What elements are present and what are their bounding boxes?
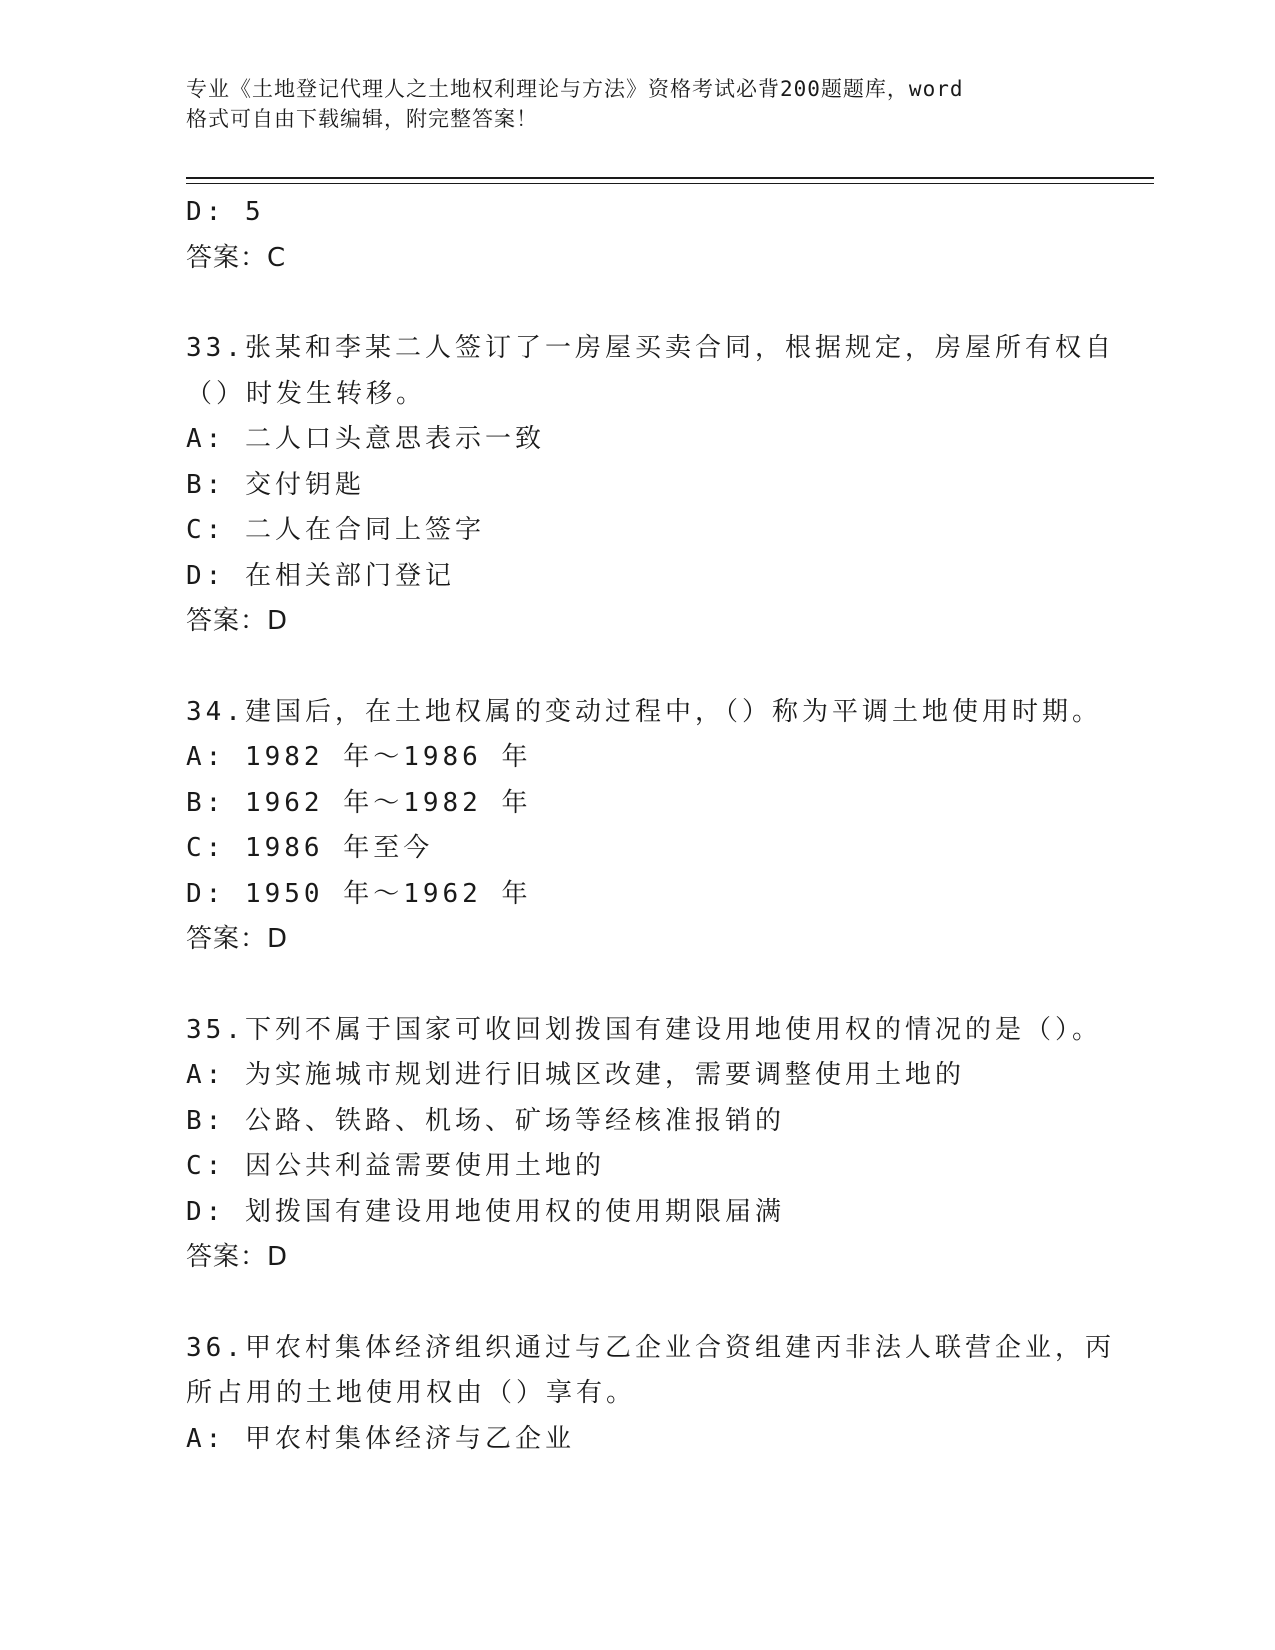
option-d: D: 5 (186, 197, 265, 227)
option-b: B: 交付钥匙 (186, 469, 365, 500)
spacer (186, 1281, 1086, 1326)
option-a: A: 二人口头意思表示一致 (186, 424, 545, 454)
answer-line: 答案：D (186, 924, 289, 954)
question-34 (186, 690, 1102, 963)
option-c: C: 1986 年至今 (186, 833, 434, 863)
question-list (186, 190, 1115, 1462)
header-title-line-1: 专业《土地登记代理人之土地权利理论与方法》资格考试必背200题题库，word (186, 77, 964, 101)
option-d: D: 在相关部门登记 (186, 560, 455, 591)
answer-line: 答案：D (186, 1242, 289, 1272)
question-stem: 33.张某和李某二人签订了一房屋买卖合同，根据规定，房屋所有权自 (186, 333, 1115, 363)
option-d: D: 1950 年～1962 年 (186, 878, 532, 909)
question-33 (186, 326, 1115, 645)
previous-question-tail (186, 190, 1086, 281)
option-a: A: 1982 年～1986 年 (186, 742, 532, 772)
option-b: B: 1962 年～1982 年 (186, 787, 532, 818)
question-stem-continued: （）时发生转移。 (186, 378, 427, 409)
question-36 (186, 1326, 1115, 1463)
spacer (186, 281, 1086, 326)
page-header (186, 74, 1086, 134)
question-stem-continued: 所占用的土地使用权由（）享有。 (186, 1378, 637, 1408)
option-d: D: 划拨国有建设用地使用权的使用期限届满 (186, 1196, 785, 1227)
option-c: C: 二人在合同上签字 (186, 515, 485, 545)
spacer (186, 963, 1086, 1008)
header-divider-thin (186, 183, 1154, 184)
question-stem: 34.建国后，在土地权属的变动过程中，（）称为平调土地使用时期。 (186, 696, 1102, 727)
answer-line: 答案：C (186, 242, 287, 273)
option-b: B: 公路、铁路、机场、矿场等经核准报销的 (186, 1105, 785, 1136)
spacer (186, 645, 1086, 690)
option-a: A: 甲农村集体经济与乙企业 (186, 1423, 575, 1454)
answer-line: 答案：D (186, 606, 289, 636)
option-c: C: 因公共利益需要使用土地的 (186, 1151, 605, 1181)
header-title-line-2: 格式可自由下载编辑，附完整答案！ (186, 107, 538, 131)
option-a: A: 为实施城市规划进行旧城区改建，需要调整使用土地的 (186, 1060, 965, 1090)
question-35 (186, 1008, 1102, 1281)
question-stem: 36.甲农村集体经济组织通过与乙企业合资组建丙非法人联营企业，丙 (186, 1332, 1115, 1363)
question-stem: 35.下列不属于国家可收回划拨国有建设用地使用权的情况的是（）。 (186, 1014, 1102, 1045)
header-divider-thick (186, 177, 1154, 179)
